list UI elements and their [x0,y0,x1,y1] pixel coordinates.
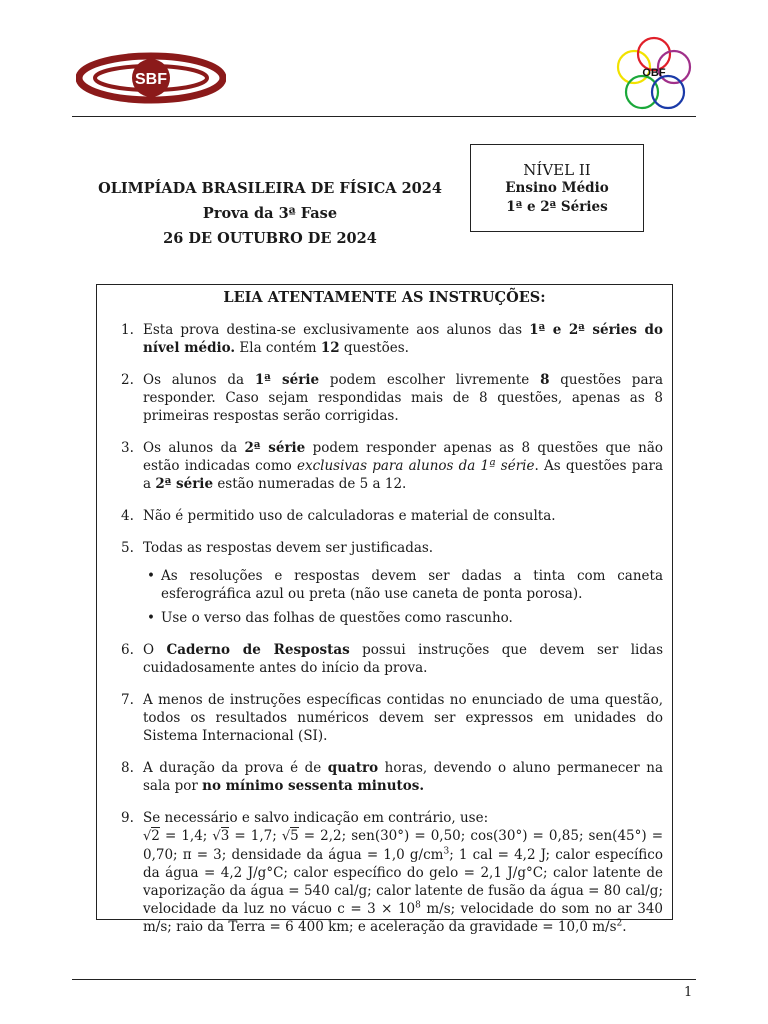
bullet-icon: • [147,610,155,626]
item-text: A duração da prova é de [143,760,328,776]
sqrt-icon: √ [281,829,291,844]
item-number: 1. [121,322,134,338]
bullet-item [143,609,663,627]
bullet-item [143,567,663,603]
item-text: questões para responder. Caso sejam respondidas mais de 8 questões, apenas as 8 primeiras respostas serão corrigidas. [143,372,663,424]
sqrt-icon: √ [212,829,221,844]
constant-text: m/s; velocidade do som no ar 340 m/s; raio da Terra = 6 400 km; e aceleração da gravidade = 10,0 m/s [143,901,663,935]
instruction-item [117,759,663,795]
item-bold: no mínimo sessenta minutos. [202,778,425,794]
exam-phase: Prova da 3ª Fase [202,205,338,222]
item-bold: 2ª série [155,476,214,492]
bullet-text: As resoluções e respostas devem ser dadas a tinta com caneta esferográfica azul ou preta (não use caneta de ponta porosa). [161,568,663,602]
item-text: podem responder apenas as 8 questões que não estão indicadas como [143,440,663,474]
item-number: 9. [121,810,134,826]
item-text: A menos de instruções específicas contidas no enunciado de uma questão, todos os resultados numéricos devem ser expressos em unidades do Sistema Internacional (SI). [143,692,663,744]
superscript: 2 [616,918,623,929]
bullet-list [143,567,663,627]
item-italic: exclusivas para alunos da 1ª série [296,458,535,474]
instruction-item [117,439,663,493]
item-number: 4. [121,508,134,524]
radicand: 2 [151,828,160,844]
item-bold: Caderno de Respostas [166,642,350,658]
item-text: . As questões para a [143,458,663,492]
item-bold: 2ª série [244,440,306,456]
exam-date: 26 DE OUTUBRO DE 2024 [163,230,377,247]
constants-paragraph [143,827,663,936]
item-number: 6. [121,642,134,658]
item-text: possui instruções que devem ser lidas cuidadosamente antes do início da prova. [143,642,663,676]
item-number: 7. [121,692,134,708]
item-number: 3. [121,440,134,456]
bullet-text: Use o verso das folhas de questões como rascunho. [161,610,513,626]
instruction-item [117,371,663,425]
item-text: podem escolher livremente [319,372,541,388]
sbf-logo [76,52,226,104]
title-block [88,176,452,251]
instructions-heading: LEIA ATENTAMENTE AS INSTRUÇÕES: [223,289,546,306]
item-text: questões. [339,340,409,356]
item-bold: 1ª e 2ª séries do nível médio. [143,322,663,356]
item-text: Ela contém [235,340,321,356]
level-subtitle: Ensino Médio [505,180,609,196]
instruction-item [117,539,663,627]
constant-text: = 1,4; [159,828,213,844]
bullet-icon: • [147,568,155,584]
item-number: 8. [121,760,134,776]
instructions-list [117,321,663,950]
constant-text: . [622,919,627,935]
level-series: 1ª e 2ª Séries [506,199,608,215]
instruction-item [117,321,663,357]
exam-title: OLIMPÍADA BRASILEIRA DE FÍSICA 2024 [98,180,442,197]
constant-text: = 1,7; [229,828,282,844]
instructions-box [96,284,673,935]
item-bold: 8 [540,372,550,388]
item-text: O [143,642,167,658]
superscript: 3 [443,846,450,857]
instruction-item [117,641,663,677]
superscript: 8 [415,900,421,911]
header-rule [72,116,696,117]
obf-logo-text: OBF [642,67,666,79]
item-text: estão numeradas de 5 a 12. [213,476,407,492]
item-text: horas, devendo o aluno permanecer na sala por [143,760,663,794]
radicand: 3 [220,828,230,844]
page-number: 1 [684,985,693,1000]
item-bold: 1ª série [254,372,320,388]
item-text: Se necessário e salvo indicação em contrário, use: [143,810,489,826]
instruction-item [117,691,663,745]
obf-logo [612,34,696,112]
item-text: Os alunos da [143,440,245,456]
item-bold: quatro [327,760,379,776]
item-bold: 12 [320,340,340,356]
constant-text: ; 1 cal = 4,2 J; calor específico da água = 4,2 J/g°C; calor específico do gelo = 2,1 J/g°C; calor latente de vaporização da água = 540 cal/g; calor latente de fusão da água = 80 cal/g; velocidade da luz no vácuo c = 3 × 10 [143,847,663,917]
sqrt-icon: √ [143,829,152,844]
constant-text: = 2,2; sen(30°) = 0,50; cos(30°) = 0,85; sen(45°) = 0,70; π = 3; densidade da água = 1,0 g/cm [143,828,664,863]
sbf-logo-text: SBF [135,71,167,88]
footer-rule [72,979,696,980]
radicand: 5 [290,828,299,844]
item-text: Não é permitido uso de calculadoras e material de consulta. [143,508,556,524]
item-number: 5. [121,540,134,556]
instruction-item [117,809,663,936]
item-text: Os alunos da [143,372,255,388]
item-text: Esta prova destina-se exclusivamente aos alunos das [143,322,530,338]
level-box [470,144,644,232]
instruction-item [117,507,663,525]
level-title: NÍVEL II [523,161,591,179]
item-text: Todas as respostas devem ser justificadas. [143,540,434,556]
item-number: 2. [121,372,134,388]
